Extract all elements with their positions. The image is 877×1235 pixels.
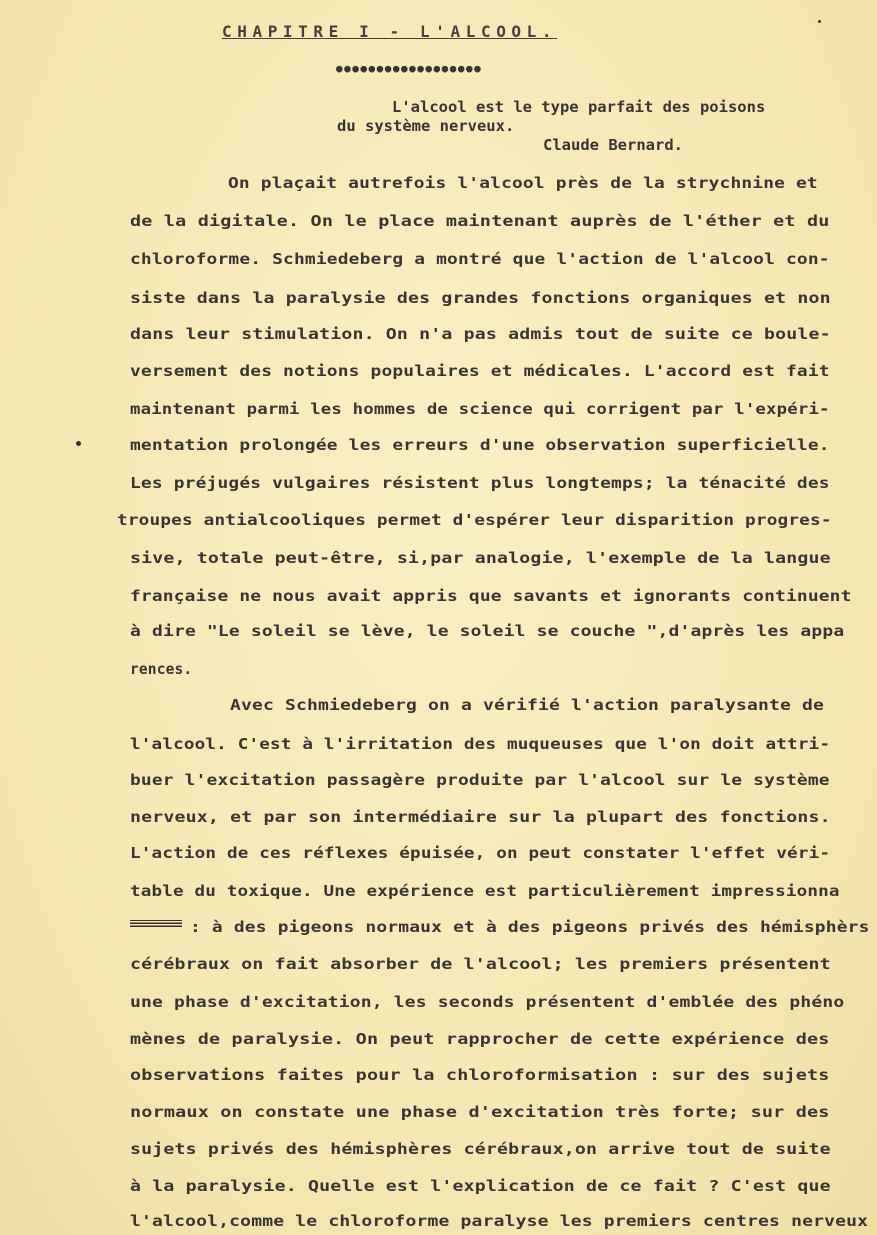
text-line: à dire "Le soleil se lève, le soleil se couche ",d'après les appa [130,622,845,640]
text-line: table du toxique. Une expérience est particulièrement impressionna [130,882,840,900]
text-line: cérébraux on fait absorber de l'alcool; les premiers présentent [130,955,831,973]
chapter-title: CHAPITRE I - L'ALCOOL. [222,22,558,41]
text-line: nerveux, et par son intermédiaire sur la plupart des fonctions. [130,808,831,826]
margin-dot [76,441,81,446]
struck-out-word [130,920,182,927]
text-line: siste dans la paralysie des grandes fonctions organiques et non [130,289,831,307]
text-line: buer l'excitation passagère produite par l'alcool sur le système [130,771,830,789]
text-line: française ne nous avait appris que savants et ignorants continuent [130,587,852,605]
text-line: sive, totale peut-être, si,par analogie, l'exemple de la langue [130,549,831,567]
text-line: observations faites pour la chloroformisation : sur des sujets [130,1066,830,1084]
text-line: Avec Schmiedeberg on a vérifié l'action paralysante de [230,696,824,714]
text-line: l'alcool,comme le chloroforme paralyse les premiers centres nerveux [130,1212,869,1230]
text-line: maintenant parmi les hommes de science qui corrigent par l'expéri- [130,400,830,418]
text-line: On plaçait autrefois l'alcool près de la strychnine et [228,174,818,192]
text-line: l'alcool. C'est à l'irritation des muqueuses que l'on doit attri- [130,735,831,753]
epigraph-author: Claude Bernard. [543,136,683,154]
text-line: L'action de ces réflexes épuisée, on peut constater l'effet véri- [130,844,831,862]
text-line: : à des pigeons normaux et à des pigeons privés des hémisphèrs [190,918,870,936]
text-line: dans leur stimulation. On n'a pas admis tout de suite ce boule- [130,325,831,343]
epigraph-line-2: du système nerveux. [337,117,515,135]
text-line: sujets privés des hémisphères cérébraux,on arrive tout de suite [130,1140,831,1158]
text-line: Les préjugés vulgaires résistent plus longtemps; la ténacité des [130,474,830,492]
text-line: mènes de paralysie. On peut rapprocher de cette expérience des [130,1030,830,1048]
text-line: mentation prolongée les erreurs d'une observation superficielle. [130,436,830,454]
text-line: normaux on constate une phase d'excitation très forte; sur des [130,1103,830,1121]
text-line: chloroforme. Schmiedeberg a montré que l'action de l'alcool con- [130,250,830,268]
epigraph-line-1: L'alcool est le type parfait des poisons [392,98,766,116]
text-line: versement des notions populaires et médicales. L'accord est fait [130,362,830,380]
text-line: rences. [130,660,193,678]
text-line: à la paralysie. Quelle est l'explication de ce fait ? C'est que [130,1177,831,1195]
margin-dot [818,20,821,23]
title-ornament: ●●●●●●●●●●●●●●●●●● [336,62,483,75]
text-line: une phase d'excitation, les seconds présentent d'emblée des phéno [130,993,845,1011]
text-line: de la digitale. On le place maintenant auprès de l'éther et du [130,212,830,230]
text-line: troupes antialcooliques permet d'espérer leur disparition progres- [117,511,832,529]
